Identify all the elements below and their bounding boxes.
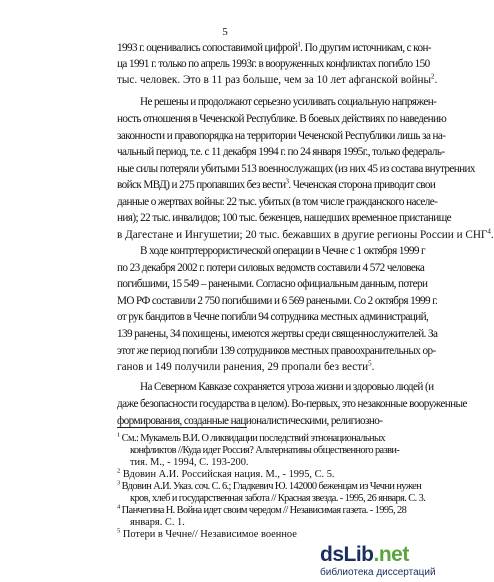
body-line (140, 245, 425, 258)
footnote-text: Панчегина Н. Война идет своим чередом // Независимая газета. - 1995, 28 (121, 505, 407, 516)
page-number: 5 (222, 26, 228, 38)
body-line (117, 229, 494, 242)
body-line (117, 361, 374, 374)
footnote-line (130, 493, 425, 505)
footnote-mark: 5 (117, 527, 121, 535)
body-line-text: погибшими, 15 549 – ранеными. Согласно официальным данным, потери (117, 278, 428, 290)
body-line-text: в Дагестане и Ингушетии; 20 тыс. бежавших в другие регионы России и СНГ (117, 229, 488, 241)
footnote-text: кров, хлеб и государственная забота // Красная звезда. - 1995, 26 января. С. 3. (130, 493, 426, 504)
footnote-ref: 4 (487, 227, 491, 236)
body-line (117, 113, 446, 126)
body-line (117, 295, 437, 308)
body-line (117, 179, 435, 192)
footnote-text: Вдовин А.И. Указ. соч. С. 6.; Гладкевич Ю. 142000 беженцам из Чечни нужен (121, 481, 422, 492)
body-line-text: войск МВД) и 275 пропавших без вести (117, 179, 286, 191)
footnote-ref: 5 (368, 359, 372, 368)
body-line (117, 163, 475, 176)
body-line (117, 146, 444, 159)
footnote-ref: 2 (431, 72, 435, 81)
body-line-text: по 23 декабря 2002 г. потери силовых ведомств составили 4 572 человека (117, 262, 425, 274)
body-line-text: формирования, созданные националистическими, религиозно- (117, 415, 383, 427)
body-line-text: тыс. человек. Это в 11 раз больше, чем за 10 лет афганской войны (117, 74, 432, 86)
body-line-tail: . (434, 74, 438, 86)
footnote-mark: 3 (117, 479, 120, 487)
footnote-line (117, 505, 406, 517)
body-line (117, 74, 437, 87)
dslib-watermark (318, 541, 450, 582)
body-line (117, 328, 437, 341)
footnote-mark: 4 (117, 503, 120, 511)
body-line-text: законности и правопорядка на территории Чеченской Республики лишь за на- (117, 130, 446, 142)
footnote-ref: 1 (297, 40, 301, 49)
footnote-line (130, 517, 185, 529)
body-line-text: ганов и 149 получили ранения, 29 пропали без вести (117, 361, 369, 373)
body-line-text: Не решены и продолжают серьезно усиливать социальную напряжен- (140, 96, 437, 108)
body-line-text: от рук бандитов в Чечне погибли 94 сотрудника местных администраций, (117, 311, 429, 323)
body-line-tail: . По другим источникам, с кон- (300, 42, 431, 54)
body-line-text: 139 ранены, 34 похищены, имеются жертвы среди священнослужителей. За (117, 328, 438, 340)
footnote-text: См.: Мукамель В.И. О ликвидации последствий этнонациональных (121, 433, 385, 444)
body-line-text: чальный период, т.е. с 11 декабря 1994 г. по 24 января 1995г., только федераль- (117, 146, 445, 158)
footnote-line (117, 469, 335, 481)
body-line-text: ность отношения в Чеченской Республике. В боевых действиях по наведению (117, 113, 447, 125)
body-line-text: В ходе контртеррористической операции в Чечне с 1 октября 1999 г (140, 245, 425, 257)
body-line-text: 1993 г. оценивались сопоставимой цифрой (117, 42, 298, 54)
footnote-line (117, 481, 421, 493)
body-line-text: ца 1991 г. только по апрель 1993г. в вооруженных конфликтах погибло 150 (117, 58, 430, 70)
body-line (117, 130, 445, 143)
body-line (140, 96, 436, 109)
body-line-tail: . Чеченская сторона приводит свои (288, 179, 436, 191)
body-line-text: этот же период погибли 139 сотрудников местных правоохранительных ор- (117, 345, 436, 357)
dslib-logo (320, 543, 409, 567)
footnote-text: тия. М., - 1994, С. 193-200. (130, 457, 249, 468)
footnote-text: января. С. 1. (130, 517, 185, 528)
body-line-tail: . (490, 229, 494, 241)
footnote-text: Потери в Чечне// Независимое военное (122, 529, 297, 540)
body-line (117, 212, 451, 225)
footnote-mark: 1 (117, 431, 120, 439)
body-line-text: На Северном Кавказе сохраняется угроза жизни и здоровью людей (и (140, 381, 434, 393)
body-line-text: данные о жертвах войны: 22 тыс. убитых (в том числе гражданского населе- (117, 196, 438, 208)
body-line (117, 345, 436, 358)
logo-accent-text: .net (373, 543, 409, 566)
body-line (117, 262, 424, 275)
body-line (117, 58, 430, 71)
footnote-text: конфликтов //Куда идет Россия? Альтернативы общественного разви- (130, 445, 400, 456)
body-line-text: ные силы потеряли убитыми 513 военнослужащих (из них 45 из состава внутренних (117, 163, 475, 175)
footnote-text: Вдовин А.И. Российская нация. М., - 1995, С. 5. (122, 469, 335, 480)
body-line (117, 278, 427, 291)
footnote-line (130, 445, 399, 457)
body-line (117, 311, 428, 324)
footnote-line (117, 529, 297, 541)
logo-main-text: dsLib (320, 543, 374, 566)
body-line (117, 398, 467, 411)
footnote-line (130, 457, 249, 469)
body-line (140, 381, 433, 394)
watermark-subtitle: библиотека диссертаций (320, 567, 436, 578)
footnote-separator (117, 427, 247, 428)
body-line-text: ния); 22 тыс. инвалидов; 100 тыс. беженцев, нашедших временное пристанище (117, 212, 452, 224)
footnote-ref: 3 (285, 177, 289, 186)
footnote-mark: 2 (117, 467, 121, 475)
footnote-line (117, 433, 385, 445)
body-line-text: даже безопасности государства в целом). Во-первых, это незаконные вооруженные (117, 398, 467, 410)
body-line-text: МО РФ составили 2 750 погибшими и 6 569 ранеными. Со 2 октября 1999 г. (117, 295, 438, 307)
body-line (117, 42, 431, 55)
body-line (117, 196, 437, 209)
body-line-tail: . (371, 361, 375, 373)
